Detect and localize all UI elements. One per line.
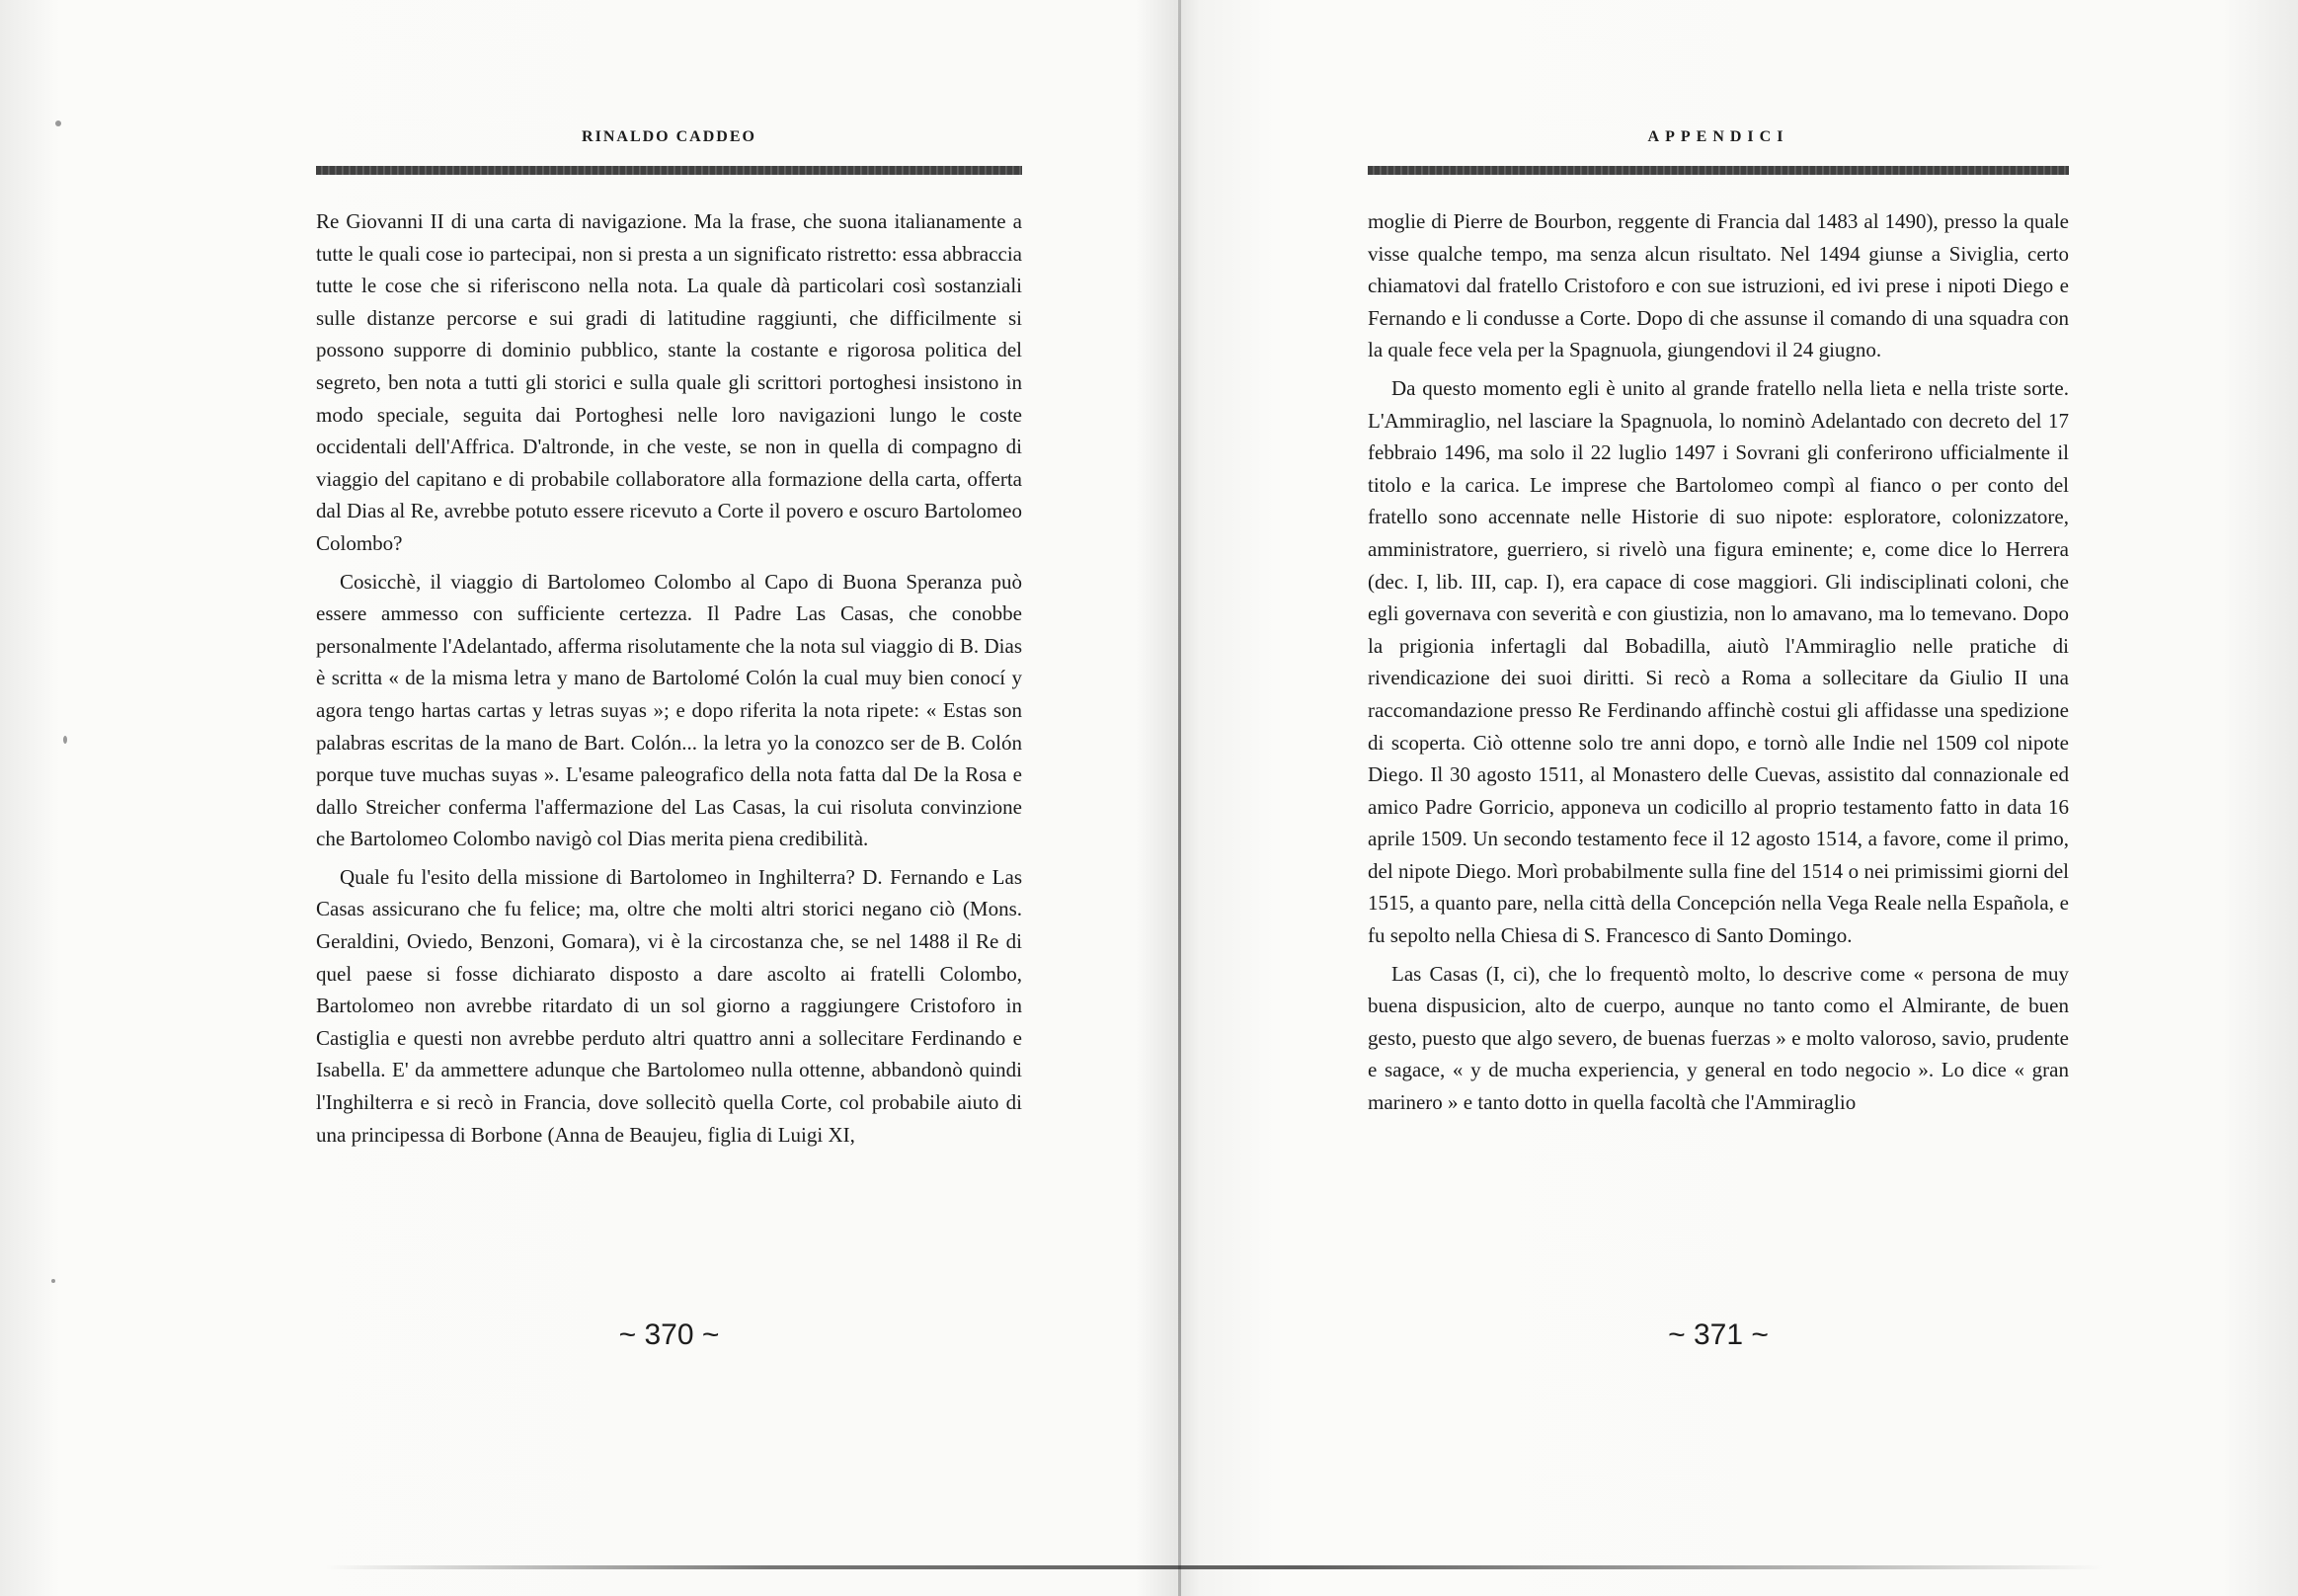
paragraph: Cosicchè, il viaggio di Bartolomeo Colombo al Capo di Buona Speranza può essere ammesso con sufficiente certezza. Il Padre Las Casas, che conobbe personalmente l'Adelantado, afferma risolutamente che la nota sul viaggio di B. Dias è scritta « de la misma letra y mano de Bartolomé Colón la cual muy bien conocí y agora tengo hartas cartas y letras suyas »; e dopo riferita la nota ripete: « Estas son palabras escritas de la mano de Bart. Colón... la letra yo la conozco ser de B. Colón porque tuve muchas suyas ». L'esame paleografico della nota fatta dal De la Rosa e dallo Streicher conferma l'affermazione del Las Casas, la cui risoluta convinzione che Bartolomeo Colombo navigò col Dias merita piena credibilità. <box>316 569 1022 851</box>
paragraph: moglie di Pierre de Bourbon, reggente di Francia dal 1483 al 1490), presso la quale visse qualche tempo, ma senza alcun risultato. Nel 1494 giunse a Siviglia, certo chiamatovi dal fratello Cristoforo e con sue istruzioni, ed ivi prese i nipoti Diego e Fernando e li condusse a Corte. Dopo di che assunse il comando di una squadra con la quale fece vela per la Spagnuola, giungendovi il 24 giugno. <box>1368 209 2069 362</box>
scan-speck <box>55 120 61 126</box>
header-rule <box>316 166 1022 175</box>
paragraph: Re Giovanni II di una carta di navigazione. Ma la frase, che suona italianamente a tutte le quali cose io partecipai, non si presta a un significato ristretto: essa abbraccia tutte le cose che si riferiscono nella nota. La quale dà particolari così sostanziali sulle distanze percorse e sui gradi di latitudine raggiunti, che difficilmente si possono supporre di dominio pubblico, stante la costante e rigorosa politica del segreto, ben nota a tutti gli storici e sulla quale gli scrittori portoghesi insistono in modo speciale, seguita dai Portoghesi nelle loro navigazioni lungo le coste occidentali dell'Affrica. D'altronde, in che veste, se non in quella di compagno di viaggio del capitano e di probabile collaboratore alla formazione della carta, offerta dal Dias al Re, avrebbe potuto essere ricevuto a Corte il povero e oscuro Bartolomeo Colombo? <box>316 209 1022 555</box>
page-number: ~ 370 ~ <box>618 1318 720 1351</box>
scan-speck <box>51 1279 55 1283</box>
paragraph: Quale fu l'esito della missione di Bartolomeo in Inghilterra? D. Fernando e Las Casas assicurano che fu felice; ma, oltre che molti altri storici negano ciò (Mons. Geraldini, Oviedo, Benzoni, Gomara), vi è la circostanza che, se nel 1488 il Re di quel paese si fosse dichiarato disposto a dare ascolto ai fratelli Colombo, Bartolomeo non avrebbe ritardato di un sol giorno a raggiungere Cristoforo in Castiglia e questi non avrebbe perduto altri quattro anni a sollecitare Ferdinando e Isabella. E' da ammettere adunque che Bartolomeo nulla ottenne, abbandonò quindi l'Inghilterra e si recò in Francia, dove sollecitò quella Corte, col probabile aiuto di una principessa di Borbone (Anna de Beaujeu, figlia di Luigi XI, <box>316 864 1022 1147</box>
page-number: ~ 371 ~ <box>1668 1318 1769 1351</box>
page-body-text <box>1368 205 2069 1125</box>
paragraph: Da questo momento egli è unito al grande fratello nella lieta e nella triste sorte. L'Ammiraglio, nel lasciare la Spagnuola, lo nominò Adelantado con decreto del 17 febbraio 1496, ma solo il 22 luglio 1497 i Sovrani gli conferirono ufficialmente il titolo e la carica. Le imprese che Bartolomeo compì al fianco o per conto del fratello sono accennate nelle Historie di suo nipote: esploratore, colonizzatore, amministratore, guerriero, si rivelò una figura eminente; e, come dice lo Herrera (dec. I, lib. III, cap. I), era capace di cose maggiori. Gli indisciplinati coloni, che egli governava con severità e con giustizia, non lo amavano, ma lo temevano. Dopo la prigionia infertagli dal Bobadilla, aiutò l'Ammiraglio nelle pratiche di rivendicazione dei suoi diritti. Si recò a Roma a sollecitare da Giulio II una raccomandazione presso Re Ferdinando affinchè costui gli affidasse una spedizione di scoperta. Ciò ottenne solo tre anni dopo, e tornò alle Indie nel 1509 col nipote Diego. Il 30 agosto 1511, al Monastero delle Cuevas, assistito dal connazionale ed amico Padre Gorricio, apponeva un codicillo al proprio testamento fatto in data 16 aprile 1509. Un secondo testamento fece il 12 agosto 1514, a favore, come il primo, del nipote Diego. Morì probabilmente sulla fine del 1514 o nei primissimi giorni del 1515, a quanto pare, nella città della Concepción nella Vega Reale nella Española, e fu sepolto nella Chiesa di S. Francesco di Santo Domingo. <box>1368 375 2069 948</box>
page-body-text <box>316 205 1022 1157</box>
book-gutter <box>1178 0 1181 1596</box>
running-head: APPENDICI <box>1647 128 1789 145</box>
running-head: RINALDO CADDEO <box>582 128 756 145</box>
header-rule <box>1368 166 2069 175</box>
paragraph: Las Casas (I, ci), che lo frequentò molto, lo descrive come « persona de muy buena dispusicion, alto de cuerpo, aunque no tanto como el Almirante, de buen gesto, puesto que algo severo, de buenas fuerzas » e molto valoroso, savio, prudente e sagace, « y de mucha experiencia, y general en todo negocio ». Lo dice « gran marinero » e tanto dotto in quella facoltà che l'Ammiraglio <box>1368 961 2069 1115</box>
scan-speck <box>63 736 67 744</box>
left-page <box>316 0 1022 1596</box>
right-page <box>1368 0 2069 1596</box>
